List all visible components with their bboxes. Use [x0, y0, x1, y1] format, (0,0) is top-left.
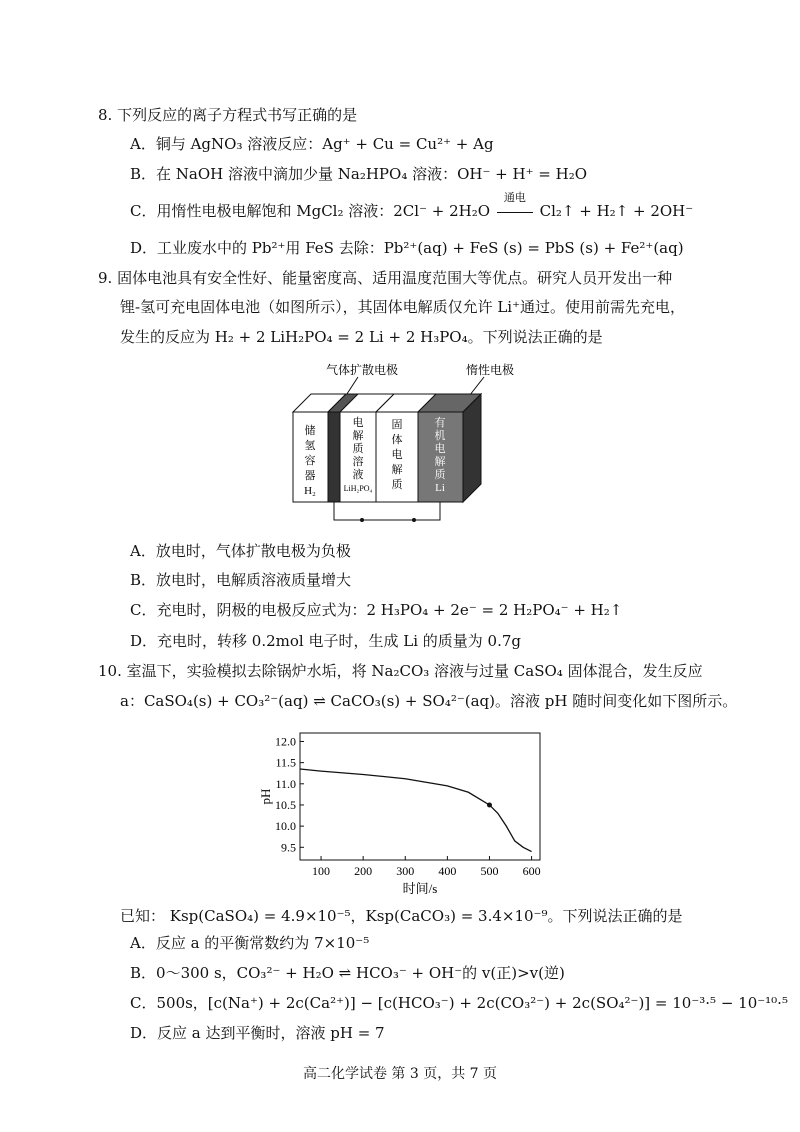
- solid-label-char: 固: [391, 419, 403, 431]
- solid-label-char: 解: [391, 464, 403, 476]
- x-tick-label: 200: [354, 864, 373, 878]
- q10-option-a: A．反应 a 的平衡常数约为 7×10⁻⁵: [130, 934, 370, 952]
- electrolyte-label-char: 液: [352, 469, 364, 481]
- q10-stem-line2: a：CaSO₄(s) + CO₃²⁻(aq) ⇌ CaCO₃(s) + SO₄²⁻(aq)。溶液 pH 随时间变化如下图所示。: [120, 692, 738, 710]
- y-tick-label: 11.0: [275, 776, 296, 791]
- storage-label-char: 器: [304, 470, 316, 482]
- storage-label-char: 氢: [304, 440, 316, 452]
- electrolyte-label-char: LiH₂PO₄: [343, 484, 373, 493]
- q9-stem-line3: 发生的反应为 H₂ + 2 LiH₂PO₄ = 2 Li + 2 H₃PO₄。下列说法正确的是: [120, 328, 603, 346]
- q9-option-d: D．充电时，转移 0.2mol 电子时，生成 Li 的质量为 0.7g: [130, 632, 521, 650]
- storage-label-char: 容: [304, 455, 316, 467]
- ph-curve: [300, 769, 532, 852]
- electrolysis-label: 通电: [503, 191, 526, 204]
- electrolyte-label-char: 解: [352, 430, 364, 442]
- q9-option-c: C．充电时，阴极的电极反应式为：2 H₃PO₄ + 2e⁻ = 2 H₂PO₄⁻ + H₂↑: [130, 601, 623, 619]
- page-footer: 高二化学试卷 第 3 页，共 7 页: [302, 1066, 498, 1082]
- q9-option-b: B．放电时，电解质溶液质量增大: [130, 571, 352, 589]
- q9-option-a: A．放电时，气体扩散电极为负极: [130, 542, 351, 560]
- solid-label-char: 电: [391, 449, 403, 461]
- organic-label-char: 质: [434, 469, 446, 481]
- organic-label-char: 电: [434, 443, 446, 455]
- solid-label-char: 体: [391, 434, 403, 446]
- label-inert-electrode: 惰性电极: [466, 363, 515, 377]
- solid-label-char: 质: [391, 479, 403, 491]
- q8-option-a: A．铜与 AgNO₃ 溶液反应：Ag⁺ + Cu = Cu²⁺ + Ag: [130, 135, 494, 153]
- x-tick-label: 300: [396, 864, 415, 878]
- x-tick-label: 600: [522, 864, 541, 878]
- q8-option-c-right: Cl₂↑ + H₂↑ + 2OH⁻: [539, 202, 694, 220]
- x-tick-label: 500: [480, 864, 499, 878]
- x-axis-label: 时间/s: [402, 881, 438, 896]
- electrolysis-arrow: [495, 191, 535, 222]
- q8-option-d: D．工业废水中的 Pb²⁺用 FeS 去除：Pb²⁺(aq) + FeS (s) = PbS (s) + Fe²⁺(aq): [130, 239, 684, 257]
- q9-stem-line2: 锂-氢可充电固体电池（如图所示），其固体电解质仅允许 Li⁺通过。使用前需先充电，: [120, 298, 686, 316]
- electrolyte-label-char: 电: [352, 417, 364, 429]
- gas-diffusion-electrode: [328, 412, 340, 502]
- y-tick-label: 10.5: [275, 797, 296, 812]
- q8-option-c: [130, 191, 694, 222]
- organic-label-char: 机: [434, 430, 446, 442]
- q10-option-d: D．反应 a 达到平衡时，溶液 pH = 7: [130, 1024, 385, 1042]
- storage-label-char: H₂: [304, 485, 316, 497]
- electrolyte-label-char: 溶: [352, 456, 364, 468]
- marked-point: [487, 802, 492, 807]
- storage-label-char: 储: [304, 425, 316, 437]
- organic-label-char: 解: [434, 456, 446, 468]
- ph-time-chart: [240, 725, 560, 900]
- q8-option-c-left: C．用惰性电极电解饱和 MgCl₂ 溶液：2Cl⁻ + 2H₂O: [130, 202, 491, 220]
- electrolyte-label-char: 质: [352, 443, 364, 455]
- q8-stem: 8. 下列反应的离子方程式书写正确的是: [98, 106, 358, 124]
- q10-option-c: C．500s，[c(Na⁺) + 2c(Ca²⁺)] − [c(HCO₃⁻) + 2c(CO₃²⁻) + 2c(SO₄²⁻)] = 10⁻³·⁵ − 10⁻¹⁰·⁵: [130, 994, 788, 1012]
- q8-option-b: B．在 NaOH 溶液中滴加少量 Na₂HPO₄ 溶液：OH⁻ + H⁺ = H₂O: [130, 165, 588, 183]
- x-tick-label: 400: [438, 864, 457, 878]
- q10-known: 已知： Ksp(CaSO₄) = 4.9×10⁻⁵，Ksp(CaCO₃) = 3.4×10⁻⁹。下列说法正确的是: [120, 907, 683, 925]
- label-gas-electrode: 气体扩散电极: [326, 363, 399, 377]
- plot-frame: [300, 733, 540, 860]
- y-tick-label: 10.0: [275, 819, 296, 834]
- q10-option-b: B．0～300 s，CO₃²⁻ + H₂O ⇌ HCO₃⁻ + OH⁻的 v(正)>v(逆): [130, 964, 565, 982]
- organic-label-char: 有: [434, 417, 446, 429]
- x-tick-label: 100: [312, 864, 331, 878]
- q9-stem-line1: 9. 固体电池具有安全性好、能量密度高、适用温度范围大等优点。研究人员开发出一种: [98, 269, 673, 287]
- organic-label-char: Li: [435, 482, 445, 494]
- battery-diagram: [288, 362, 518, 537]
- y-tick-label: 12.0: [275, 734, 296, 749]
- y-tick-label: 11.5: [275, 755, 296, 770]
- y-tick-label: 9.5: [281, 840, 296, 855]
- y-axis-label: pH: [258, 788, 273, 805]
- q10-stem-line1: 10. 室温下，实验模拟去除锅炉水垢，将 Na₂CO₃ 溶液与过量 CaSO₄ 固体混合，发生反应: [98, 662, 703, 680]
